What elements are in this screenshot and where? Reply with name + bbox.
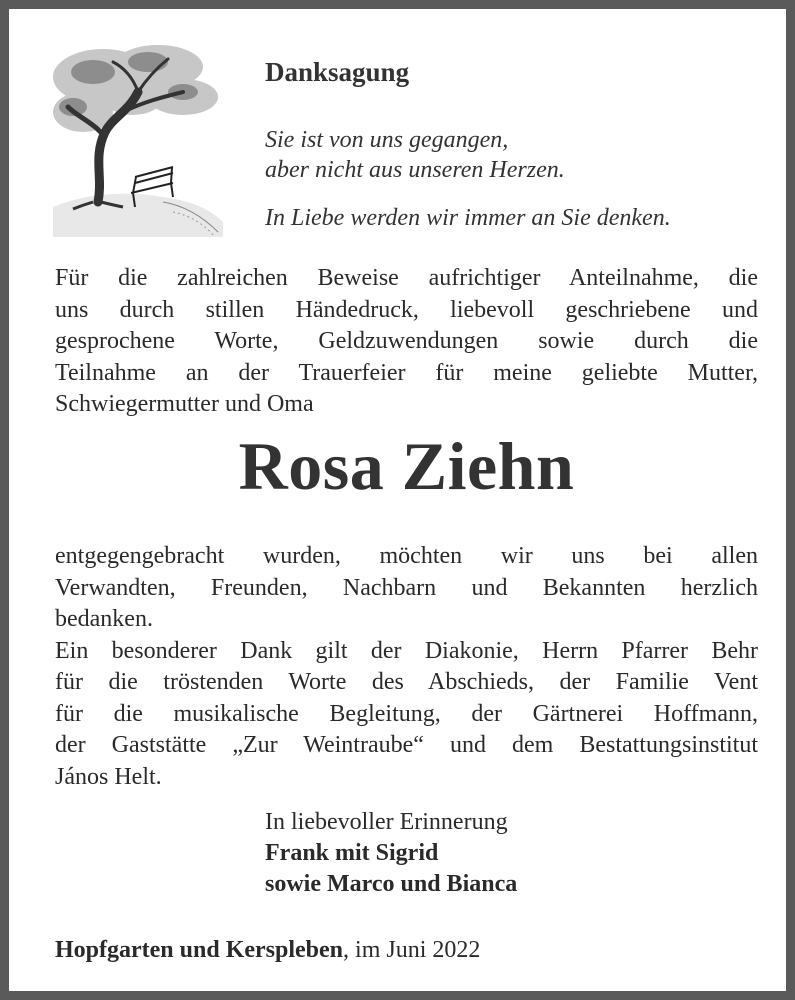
text-line: Schwiegermutter und Oma [55, 391, 314, 417]
thank-you-paragraph [55, 263, 758, 421]
text-line: János Helt. [55, 763, 162, 790]
signature-block [265, 807, 517, 900]
text-line: bedanken. [55, 606, 153, 632]
text-line: Ein besonderer Dank gilt der Diakonie, Herrn Pfarrer Behr [55, 637, 758, 664]
signature-name-2: sowie Marco und Bianca [265, 871, 518, 897]
quote-line: aber nicht aus unseren Herzen. [265, 157, 565, 183]
tree-with-bench-icon [43, 37, 228, 242]
quote-remembrance: In Liebe werden wir immer an Sie denken. [265, 205, 671, 231]
text-line: der Gaststätte „Zur Weintraube“ und dem Bestattungsinstitut [55, 732, 758, 758]
heading: Danksagung [265, 57, 410, 87]
deceased-name: Rosa Ziehn [238, 428, 575, 504]
signature-intro: In liebevoller Erinnerung [265, 809, 508, 835]
text-line: Verwandten, Freunden, Nachbarn und Bekannten herzlich [55, 574, 758, 601]
text-line: für die musikalische Begleitung, der Gärtnerei Hoffmann, [55, 700, 758, 727]
signature-name-1: Frank mit Sigrid [265, 840, 439, 866]
text-line: für die tröstenden Worte des Abschieds, der Familie Vent [55, 669, 758, 695]
place: Hopfgarten und Kerspleben [55, 937, 344, 963]
text-line: Für die zahlreichen Beweise aufrichtiger Anteilnahme, die [55, 265, 758, 291]
acknowledgement-paragraph [55, 541, 758, 793]
place-date [55, 937, 480, 964]
quote-line: Sie ist von uns gegangen, [265, 127, 509, 153]
text-line: Teilnahme an der Trauerfeier für meine geliebte Mutter, [55, 359, 758, 386]
text-line: entgegengebracht wurden, möchten wir uns bei allen [55, 543, 758, 569]
text-line: gesprochene Worte, Geldzuwendungen sowie durch die [55, 328, 758, 354]
text-line: uns durch stillen Händedruck, liebevoll geschriebene und [55, 296, 758, 323]
date: , im Juni 2022 [343, 937, 481, 963]
quote-lines [265, 125, 565, 185]
